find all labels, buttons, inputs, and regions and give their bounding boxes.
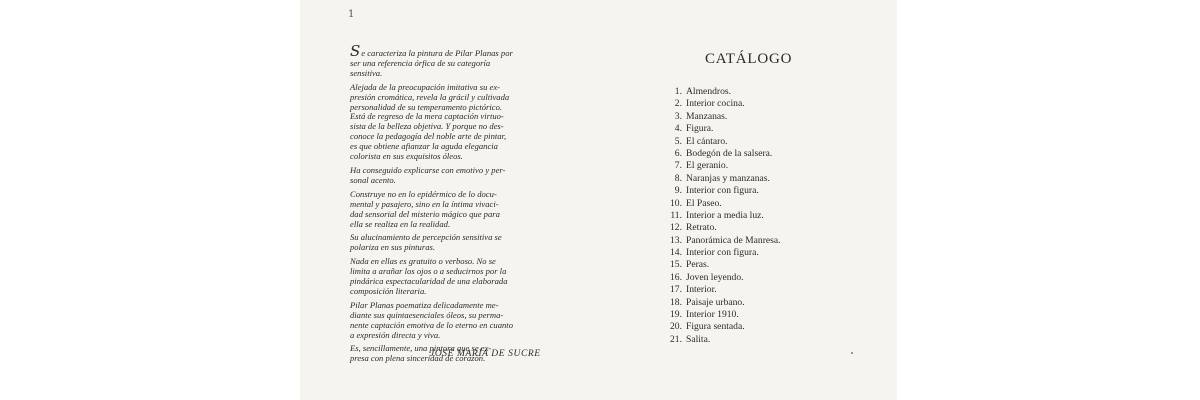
catalog-item bbox=[664, 111, 781, 123]
catalog-list bbox=[664, 86, 781, 346]
essay-line-text: es que obtiene afianzar la aguda elegancia bbox=[350, 141, 498, 152]
catalog-item-title: El geranio. bbox=[686, 160, 729, 172]
essay-line-text: limita a arañar los ojos o a seducirnos por la bbox=[350, 266, 507, 277]
catalog-item-number: 15. bbox=[670, 259, 682, 271]
essay-line-text: Nada en ellas es gratuito o verboso. No se bbox=[350, 256, 496, 267]
catalog-item bbox=[664, 321, 781, 333]
catalog-item-number: 6. bbox=[674, 147, 682, 159]
catalog-item-number: 3. bbox=[674, 110, 682, 122]
catalog-item bbox=[664, 173, 781, 185]
catalog-item-title: Interior 1910. bbox=[686, 309, 739, 321]
essay-line-text: conoce la pedagogía del noble arte de pintar, bbox=[350, 131, 507, 142]
essay-line-text: Ha conseguido explicarse con emotivo y per- bbox=[350, 164, 506, 175]
catalog-item-title: Interior con figura. bbox=[686, 247, 759, 259]
catalog-item-number: 11. bbox=[670, 209, 682, 221]
catalog-item-number: 17. bbox=[670, 284, 682, 296]
catalog-item-number: 2. bbox=[674, 98, 682, 110]
catalog-item-title: Salita. bbox=[686, 333, 711, 345]
catalog-item bbox=[664, 235, 781, 247]
catalog-item bbox=[664, 272, 781, 284]
catalog-item bbox=[664, 210, 781, 222]
catalog-item-title: El Paseo. bbox=[686, 197, 722, 209]
catalog-item-title: Retrato. bbox=[686, 222, 717, 234]
catalog-item-title: Interior cocina. bbox=[686, 98, 745, 110]
essay-paragraph bbox=[350, 233, 598, 253]
catalog-item bbox=[664, 297, 781, 309]
catalog-item-title: El cántaro. bbox=[686, 135, 728, 147]
essay-line-text: presión cromática, revela la grácil y cultivada bbox=[350, 91, 510, 102]
essay-line-text: sensitiva. bbox=[350, 67, 383, 78]
catalog-item-number: 14. bbox=[670, 247, 682, 259]
essay-line-text: Alejada de la preocupación imitativa su ex- bbox=[350, 81, 501, 92]
essay-line-text: Su alucinamiento de percepción sensitiva se bbox=[350, 232, 502, 243]
catalog-item bbox=[664, 123, 781, 135]
catalog-item bbox=[664, 222, 781, 234]
catalog-item bbox=[664, 86, 781, 98]
catalog-item-number: 20. bbox=[670, 321, 682, 333]
catalog-item bbox=[664, 334, 781, 346]
catalog-item bbox=[664, 148, 781, 160]
catalog-item-title: Almendros. bbox=[686, 86, 732, 97]
catalog-spread bbox=[300, 0, 897, 400]
catalog-item bbox=[664, 247, 781, 259]
essay-line-text: colorista en sus exquisitos óleos. bbox=[350, 151, 463, 162]
essay-line bbox=[350, 287, 598, 297]
essay-line bbox=[350, 152, 598, 162]
catalog-item bbox=[664, 185, 781, 197]
essay-line-text: composición literaria. bbox=[350, 285, 427, 296]
essay-line-text: Es, sencillamente, una pintora que se ex- bbox=[350, 343, 492, 354]
essay-line-text: nente captación emotiva de lo eterno en cuanto bbox=[350, 319, 513, 330]
essay-paragraph bbox=[350, 42, 598, 79]
ink-speck bbox=[851, 352, 853, 354]
essay-paragraph bbox=[350, 257, 598, 297]
essay-line-text: mental y pasajero, sino en la íntima vivaci- bbox=[350, 198, 499, 209]
catalog-item bbox=[664, 284, 781, 296]
catalog-item-title: Joven leyendo. bbox=[686, 271, 744, 283]
essay-line bbox=[350, 69, 598, 79]
catalog-item-title: Interior. bbox=[686, 284, 717, 296]
essay-line-text: sista de la belleza objetiva. Y porque no des- bbox=[350, 121, 504, 132]
essay-line-text: Está de regreso de la mera captación virtuo- bbox=[350, 111, 504, 122]
catalog-item-title: Paisaje urbano. bbox=[686, 296, 745, 308]
catalog-item-title: Interior a media luz. bbox=[686, 209, 764, 221]
catalog-item-number: 8. bbox=[674, 172, 682, 184]
catalog-item-number: 5. bbox=[674, 135, 682, 147]
essay-line-text: a expresión directa y viva. bbox=[350, 329, 441, 340]
essay-line-text: pindárica espectacularidad de una elaborada bbox=[350, 276, 508, 287]
catalog-item-title: Interior con figura. bbox=[686, 185, 759, 197]
essay-paragraph bbox=[350, 301, 598, 341]
essay-line bbox=[350, 220, 598, 230]
catalog-item bbox=[664, 198, 781, 210]
catalog-item-title: Manzanas. bbox=[686, 110, 728, 122]
catalog-item-title: Peras. bbox=[686, 259, 710, 271]
catalog-title: CATÁLOGO bbox=[705, 51, 793, 67]
catalog-item-number: 9. bbox=[674, 185, 682, 197]
catalog-item-number: 13. bbox=[670, 234, 682, 246]
essay-text bbox=[350, 42, 598, 368]
essay-paragraph bbox=[350, 83, 598, 162]
essay-line-text: personalidad de su temperamento pictórico. bbox=[350, 101, 503, 112]
essay-line-text: ser una referencia órfica de su categoría bbox=[350, 57, 491, 68]
catalog-item bbox=[664, 259, 781, 271]
catalog-item bbox=[664, 309, 781, 321]
catalog-item-number: 10. bbox=[670, 197, 682, 209]
essay-line-text: dad sensorial del misterio mágico que para bbox=[350, 208, 500, 219]
essay-line-text: e caracteriza la pintura de Pilar Planas por bbox=[361, 48, 513, 58]
essay-line-text: ella se realiza en la realidad. bbox=[350, 218, 451, 229]
catalog-item-title: Panorámica de Manresa. bbox=[686, 234, 781, 246]
catalog-item-number: 18. bbox=[670, 296, 682, 308]
catalog-item-title: Bodegón de la salsera. bbox=[686, 147, 773, 159]
essay-line-text: presa con plena sinceridad de corazón. bbox=[350, 353, 486, 364]
essay-line bbox=[350, 59, 598, 69]
essay-line-text: Construye no en lo epidérmico de lo docu- bbox=[350, 188, 497, 199]
catalog-item-number: 1. bbox=[674, 86, 682, 97]
essay-line bbox=[350, 331, 598, 341]
catalog-item-title: Figura sentada. bbox=[686, 321, 745, 333]
catalog-item-number: 16. bbox=[670, 271, 682, 283]
essay-line-text: diante sus quintaesenciales óleos, su perma- bbox=[350, 309, 504, 320]
essay-dropcap: S bbox=[350, 42, 361, 60]
essay-line bbox=[350, 176, 598, 186]
essay-line bbox=[350, 243, 598, 253]
essay-line-text: sonal acento. bbox=[350, 174, 396, 185]
catalog-item-number: 21. bbox=[670, 333, 682, 345]
catalog-item-title: Figura. bbox=[686, 123, 714, 135]
catalog-item bbox=[664, 160, 781, 172]
catalog-item-number: 12. bbox=[670, 222, 682, 234]
essay-paragraph bbox=[350, 190, 598, 230]
author-signature: JOSÉ MARÍA DE SUCRE bbox=[430, 349, 541, 359]
catalog-item-number: 7. bbox=[674, 160, 682, 172]
page-mark: 1 bbox=[348, 9, 355, 20]
catalog-item-number: 19. bbox=[670, 309, 682, 321]
essay-line-text: polariza en sus pinturas. bbox=[350, 242, 435, 253]
essay-paragraph bbox=[350, 166, 598, 186]
catalog-item bbox=[664, 98, 781, 110]
essay-line-text: Pilar Planas poematiza delicadamente me- bbox=[350, 299, 499, 310]
catalog-item bbox=[664, 136, 781, 148]
catalog-item-number: 4. bbox=[674, 123, 682, 135]
catalog-item-title: Naranjas y manzanas. bbox=[686, 172, 770, 184]
